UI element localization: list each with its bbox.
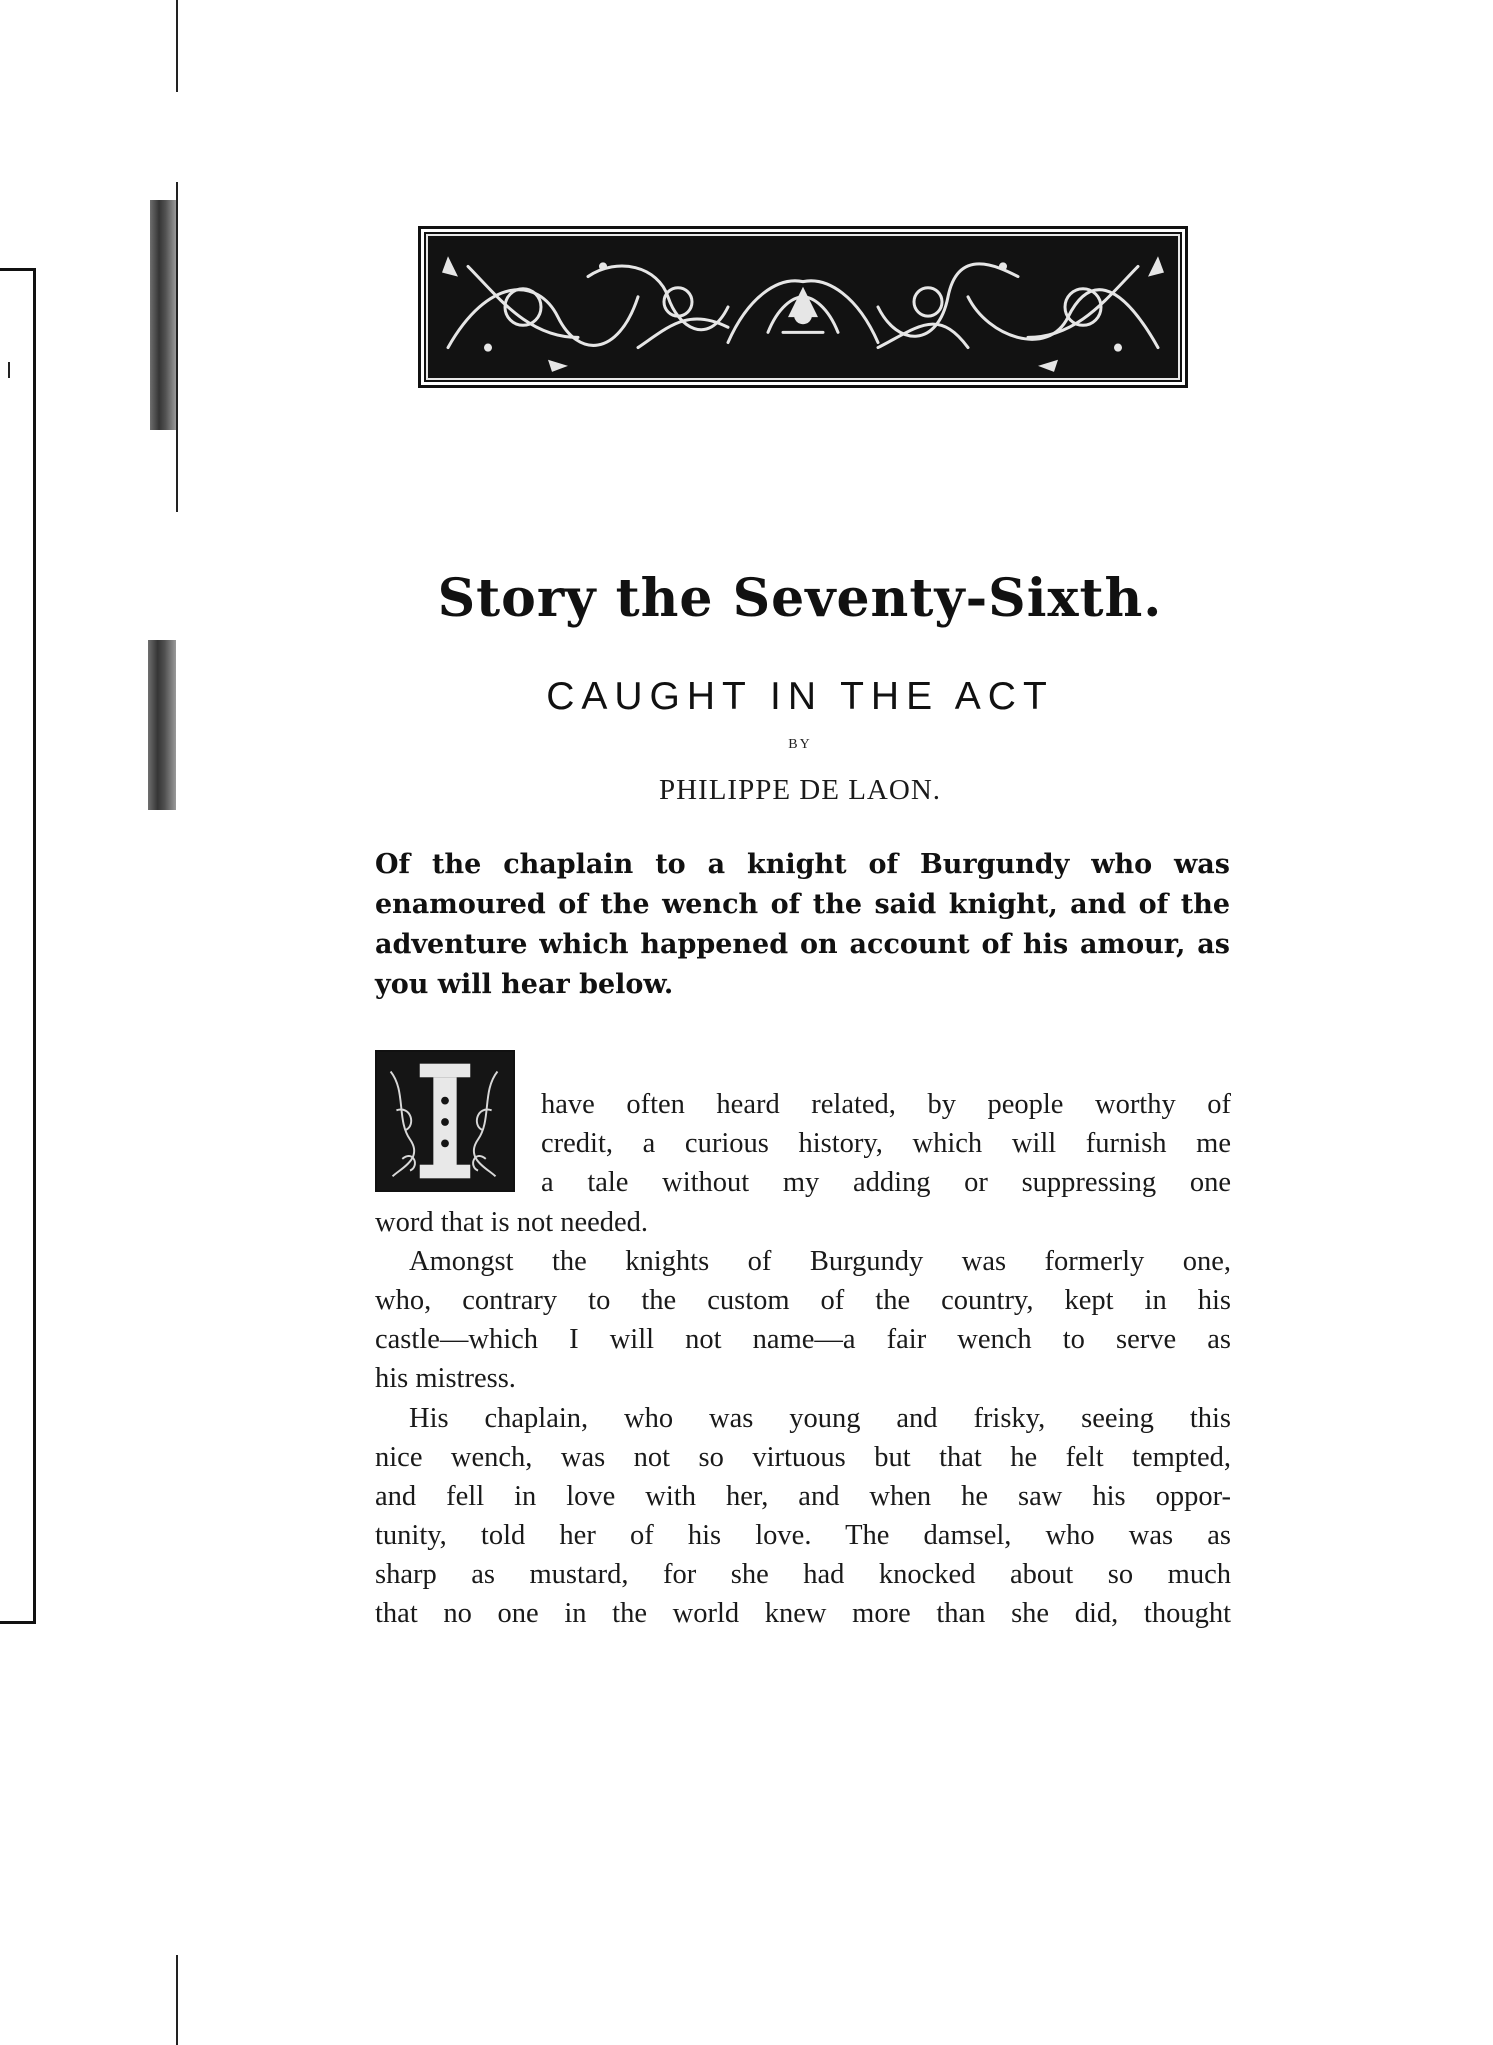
- scan-bracket: [0, 268, 36, 1624]
- body-line: who, contrary to the custom of the country, kept in his: [375, 1284, 1231, 1316]
- body-line: a tale without my adding or suppressing one: [541, 1167, 1231, 1199]
- body-line: and fell in love with her, and when he saw his oppor-: [375, 1480, 1231, 1512]
- body-line: His chaplain, who was young and frisky, seeing this: [409, 1402, 1231, 1434]
- body-line: sharp as mustard, for she had knocked about so much: [375, 1559, 1231, 1591]
- scan-smudge-upper: [150, 200, 176, 430]
- story-body: [375, 1085, 1231, 1634]
- author-name: PHILIPPE DE LAON.: [658, 774, 942, 806]
- by-line: BY: [788, 737, 812, 752]
- body-line: that no one in the world knew more than she did, thought: [375, 1598, 1231, 1630]
- scan-smudge-lower: [148, 640, 176, 810]
- scan-edge-line-top: [176, 0, 178, 92]
- body-line: his mistress.: [375, 1363, 516, 1395]
- body-line: nice wench, was not so virtuous but that he felt tempted,: [375, 1441, 1231, 1473]
- body-line: credit, a curious history, which will furnish me: [541, 1128, 1231, 1160]
- story-argument: Of the chaplain to a knight of Burgundy who was enamoured of the wench of the said knight, and of the adventure which happened on account of his amour, as you will hear below.: [375, 849, 1230, 1000]
- body-line: tunity, told her of his love. The damsel, who was as: [375, 1520, 1231, 1552]
- dropcap-letter: I: [444, 1188, 446, 1190]
- scan-tick: [8, 362, 10, 378]
- body-line: have often heard related, by people worthy of: [541, 1089, 1231, 1120]
- scan-edge-line-mid: [176, 182, 178, 512]
- ornamental-headpiece: [418, 226, 1188, 388]
- story-title: Story the Seventy-Sixth.: [437, 568, 1163, 629]
- body-line: castle—which I will not name—a fair wench to serve as: [375, 1324, 1231, 1356]
- page-title: CAUGHT IN THE ACT: [546, 675, 1054, 718]
- body-line: Amongst the knights of Burgundy was formerly one,: [409, 1245, 1231, 1277]
- scan-edge-line-bottom: [176, 1955, 178, 2045]
- floral-scroll-headpiece-icon: [426, 234, 1180, 380]
- body-line: word that is not needed.: [375, 1206, 649, 1238]
